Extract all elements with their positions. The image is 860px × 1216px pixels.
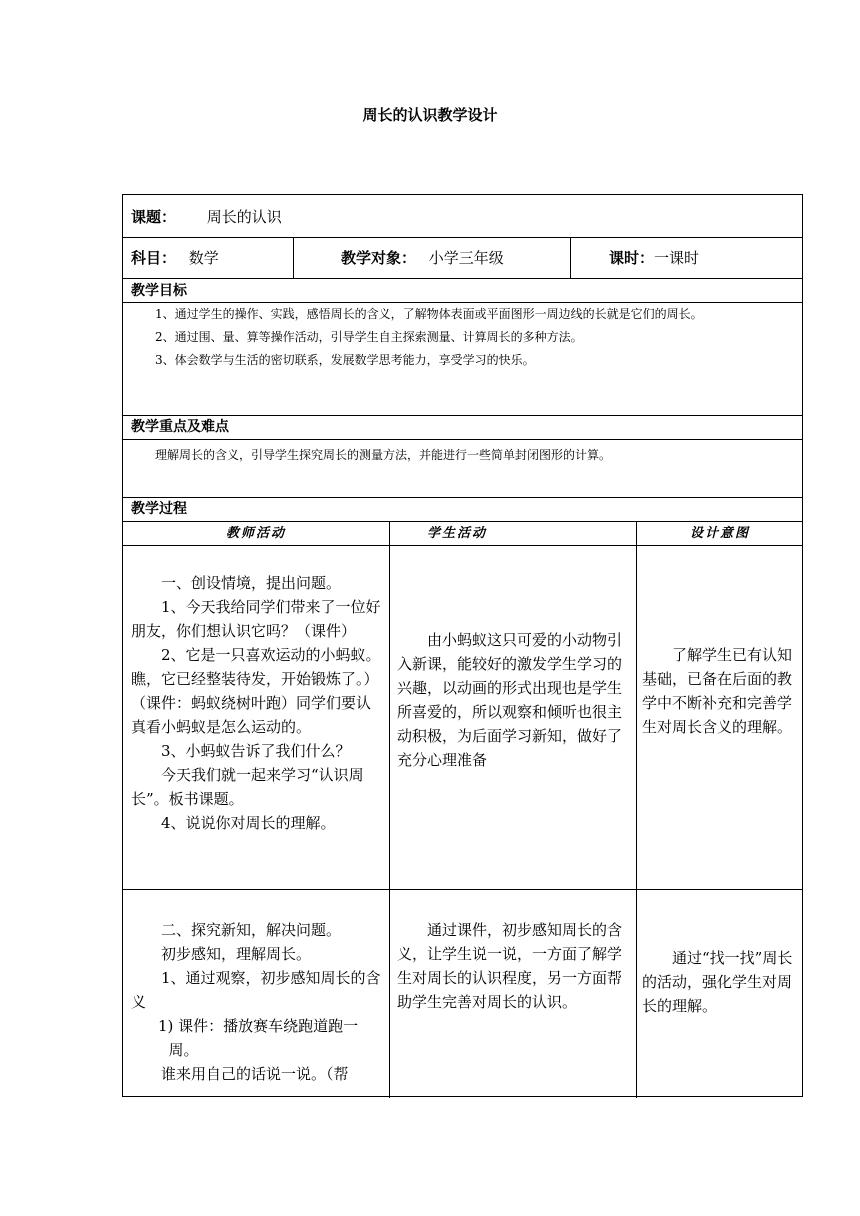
teacher-activity-line: 初步感知，理解周长。 [161, 945, 312, 963]
process-heading: 教学过程 [131, 501, 187, 517]
column-divider [293, 237, 294, 278]
key-points-text-cell [131, 444, 797, 467]
audience-label: 教学对象： [341, 249, 417, 267]
teacher-activity-cell [131, 918, 385, 1086]
row-divider [123, 278, 802, 279]
row-divider [123, 497, 802, 498]
row-divider [123, 521, 802, 522]
period-value: 一课时 [654, 249, 700, 267]
audience-value: 小学三年级 [428, 249, 504, 267]
goal-item: 1、通过学生的操作、实践，感悟周长的含义，了解物体表面或平面图形一周边线的长就是它们的周长。 [155, 307, 703, 321]
period-cell [609, 246, 799, 270]
row-divider [123, 889, 802, 890]
teacher-activity-line: 二、探究新知，解决问题。 [161, 921, 342, 939]
audience-cell [341, 246, 569, 270]
subject-label: 科目： [131, 249, 177, 267]
teacher-activity-line: 1、今天我给同学们带来了一位好朋友，你们想认识它吗？（课件） [131, 598, 381, 640]
subject-cell [131, 246, 291, 270]
design-intent-text: 通过“找一找”周长的活动，强化学生对周长的理解。 [642, 949, 793, 1015]
lesson-plan-table [122, 194, 803, 1097]
teacher-activity-line: 今天我们就一起来学习“认识周长”。板书课题。 [131, 766, 364, 808]
column-divider [570, 237, 571, 278]
row-divider [123, 237, 802, 238]
goals-list [131, 303, 797, 372]
teacher-activity-line: 3、小蚂蚁告诉了我们什么？ [161, 742, 351, 760]
row-divider [123, 545, 802, 546]
goal-item: 2、通过围、量、算等操作活动，引导学生自主探索测量、计算周长的多种方法。 [155, 330, 583, 344]
lesson-row [131, 205, 791, 229]
key-points-heading: 教学重点及难点 [131, 419, 229, 435]
period-label: 课时： [609, 249, 655, 267]
column-header-teacher: 教师活动 [225, 526, 286, 541]
student-activity-text: 由小蚂蚁这只可爱的小动物引入新课，能较好的激发学生学习的兴趣，以动画的形式出现也是学生所喜爱的，所以观察和倾听也很主动积极，为后面学习新知，做好了充分心理准备 [397, 631, 623, 769]
goals-heading: 教学目标 [131, 283, 187, 299]
design-intent-text: 了解学生已有认知基础，已备在后面的教学中不断补充和完善学生对周长含义的理解。 [642, 646, 793, 736]
teacher-activity-line: 1、通过观察，初步感知周长的含义 [131, 969, 381, 1011]
page-title: 周长的认识教学设计 [362, 106, 498, 124]
design-intent-cell [642, 643, 799, 739]
teacher-activity-cell [131, 571, 385, 835]
column-header-student: 学生活动 [427, 526, 488, 541]
teacher-activity-line: 1) 课件：播放赛车绕跑道跑一周。 [158, 1017, 359, 1059]
lesson-label: 课题： [131, 208, 177, 226]
column-header-intent: 设计意图 [689, 526, 750, 541]
subject-value: 数学 [188, 249, 219, 267]
design-intent-cell [642, 946, 799, 1018]
student-activity-cell [397, 628, 629, 772]
row-divider [123, 439, 802, 440]
student-activity-cell [397, 918, 629, 1014]
teacher-activity-line: 谁来用自己的话说一说。（帮 [161, 1065, 349, 1083]
teacher-activity-line: 4、说说你对周长的理解。 [161, 814, 336, 832]
teacher-activity-line: 一、创设情境，提出问题。 [161, 574, 342, 592]
key-points-text: 理解周长的含义，引导学生探究周长的测量方法，并能进行一些简单封闭图形的计算。 [155, 448, 612, 462]
teacher-activity-line: 2、它是一只喜欢运动的小蚂蚁。瞧，它已经整装待发，开始锻炼了。）（课件：蚂蚁绕树叶跑）同学们要认真看小蚂蚁是怎么运动的。 [131, 646, 381, 736]
row-divider [123, 415, 802, 416]
lesson-value: 周长的认识 [206, 208, 282, 226]
goal-item: 3、体会数学与生活的密切联系，发展数学思考能力，享受学习的快乐。 [155, 353, 535, 367]
column-divider [389, 521, 390, 1098]
student-activity-text: 通过课件，初步感知周长的含义，让学生说一说，一方面了解学生对周长的认识程度，另一方面帮助学生完善对周长的认识。 [397, 921, 623, 1011]
column-divider [636, 521, 637, 1098]
